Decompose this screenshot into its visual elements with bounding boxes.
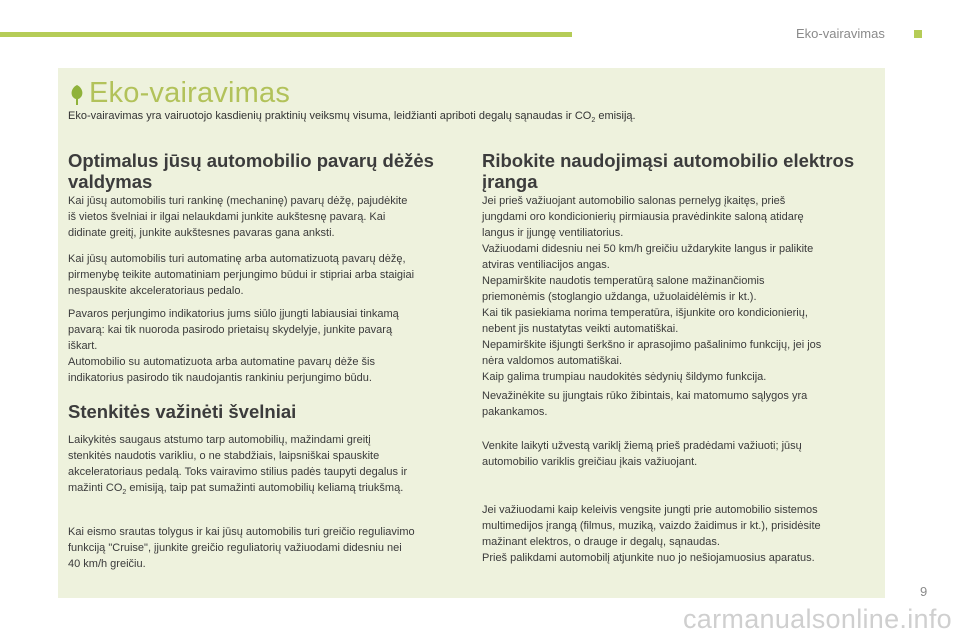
gearbox-paragraph-3: Pavaros perjungimo indikatorius jums siūlo įjungti labiausiai tinkamą pavarą: kai tik nuoroda pasirodo prietaisų skydelyje, junkite pavarą iškart. Automobilio su automatizuota arba automatine pavarų dėže šis indikatorius pasirodo tik naudojantis rankiniu perjungimo būdu.	[68, 308, 399, 384]
intro-text-end: emisiją.	[595, 110, 636, 122]
leaf-icon	[69, 84, 85, 106]
smooth-driving-subscript: 2	[122, 489, 127, 497]
header-section-title: Eko-vairavimas	[796, 26, 885, 41]
header-accent-bar	[0, 32, 572, 37]
page-title: Eko-vairavimas	[89, 77, 291, 109]
smooth-driving-text-end: emisiją, taip pat sumažinti automobilių keliamą triukšmą.	[126, 482, 404, 494]
smooth-driving-paragraph-1	[68, 432, 407, 501]
section-smooth-driving-title: Stenkitės važinėti švelniai	[68, 401, 297, 422]
section-gearbox-title: Optimalus jūsų automobilio pavarų dėžės valdymas	[68, 150, 434, 192]
header-square-marker	[914, 30, 922, 38]
page-number: 9	[920, 584, 928, 599]
intro-text-main: Eko-vairavimas yra vairuotojo kasdienių praktinių veiksmų visuma, leidžianti apriboti degalų sąnaudas ir CO	[68, 110, 592, 122]
section-electrical-title: Ribokite naudojimąsi automobilio elektros įranga	[482, 150, 855, 192]
gearbox-paragraph-2: Kai jūsų automobilis turi automatinę arba automatizuotą pavarų dėžę, pirmenybę teikite automatiniam perjungimo būdui ir stipriai arba staigiai nespauskite akceleratoriaus pedalo.	[68, 253, 415, 297]
electrical-paragraph-3: Venkite laikyti užvestą variklį žiemą prieš pradėdami važiuoti; jūsų automobilio variklis greičiau įkais važiuojant.	[482, 440, 802, 468]
electrical-paragraph-2: Nevažinėkite su įjungtais rūko žibintais, kai matomumo sąlygos yra pakankamos.	[482, 390, 808, 418]
intro-text	[68, 110, 636, 124]
electrical-paragraph-4: Jei važiuodami kaip keleivis vengsite jungti prie automobilio sistemos multimedijos įrangą (filmus, muziką, vaizdo žaidimus ir kt.), prisidėsite mažinant elektros, o drauge ir degalų, sąnaudas. Prieš palikdami automobilį atjunkite nuo jo nešiojamuosius aparatus.	[482, 504, 821, 564]
smooth-driving-text: Laikykitės saugaus atstumo tarp automobilių, mažindami greitį stenkitės naudotis varikliu, o ne stabdžiais, laipsniškai spauskite akceleratoriaus pedalą. Toks vairavimo stilius padės taupyti degalus ir mažinti CO	[68, 434, 408, 494]
intro-subscript: 2	[591, 117, 596, 125]
electrical-paragraph-1: Jei prieš važiuojant automobilio salonas pernelyg įkaitęs, prieš jungdami oro kondicionierių pirmiausia pravėdinkite saloną atidarę langus ir įjungę ventiliatorius. Važiuodami didesniu nei 50 km/h greičiu uždarykite langus ir palikite atviras ventiliacijos angas. Nepamirškite naudotis temperatūrą salone mažinančiomis priemonėmis (stoglangio uždanga, užuolaidėlėmis ir kt.). Kai tik pasiekiama norima temperatūra, išjunkite oro kondicionierių, nebent jis nustatytas veikti automatiškai. Nepamirškite išjungti šerkšno ir aprasojimo pašalinimo funkcijų, jei jos nėra valdomos automatiškai. Kaip galima trumpiau naudokitės sėdynių šildymo funkcija.	[482, 195, 822, 383]
smooth-driving-paragraph-2: Kai eismo srautas tolygus ir kai jūsų automobilis turi greičio reguliavimo funkciją "Cruise", įjunkite greičio reguliatorių važiuodami didesniu nei 40 km/h greičiu.	[68, 526, 415, 570]
watermark-text: carmanualsonline.info	[683, 604, 952, 634]
gearbox-paragraph-1: Kai jūsų automobilis turi rankinę (mechaninę) pavarų dėžę, pajudėkite iš vietos švelniai ir ilgai nelaukdami junkite aukštesnę pavarą. Kai didinate greitį, junkite aukštesnes pavaras gana anksti.	[68, 195, 408, 239]
